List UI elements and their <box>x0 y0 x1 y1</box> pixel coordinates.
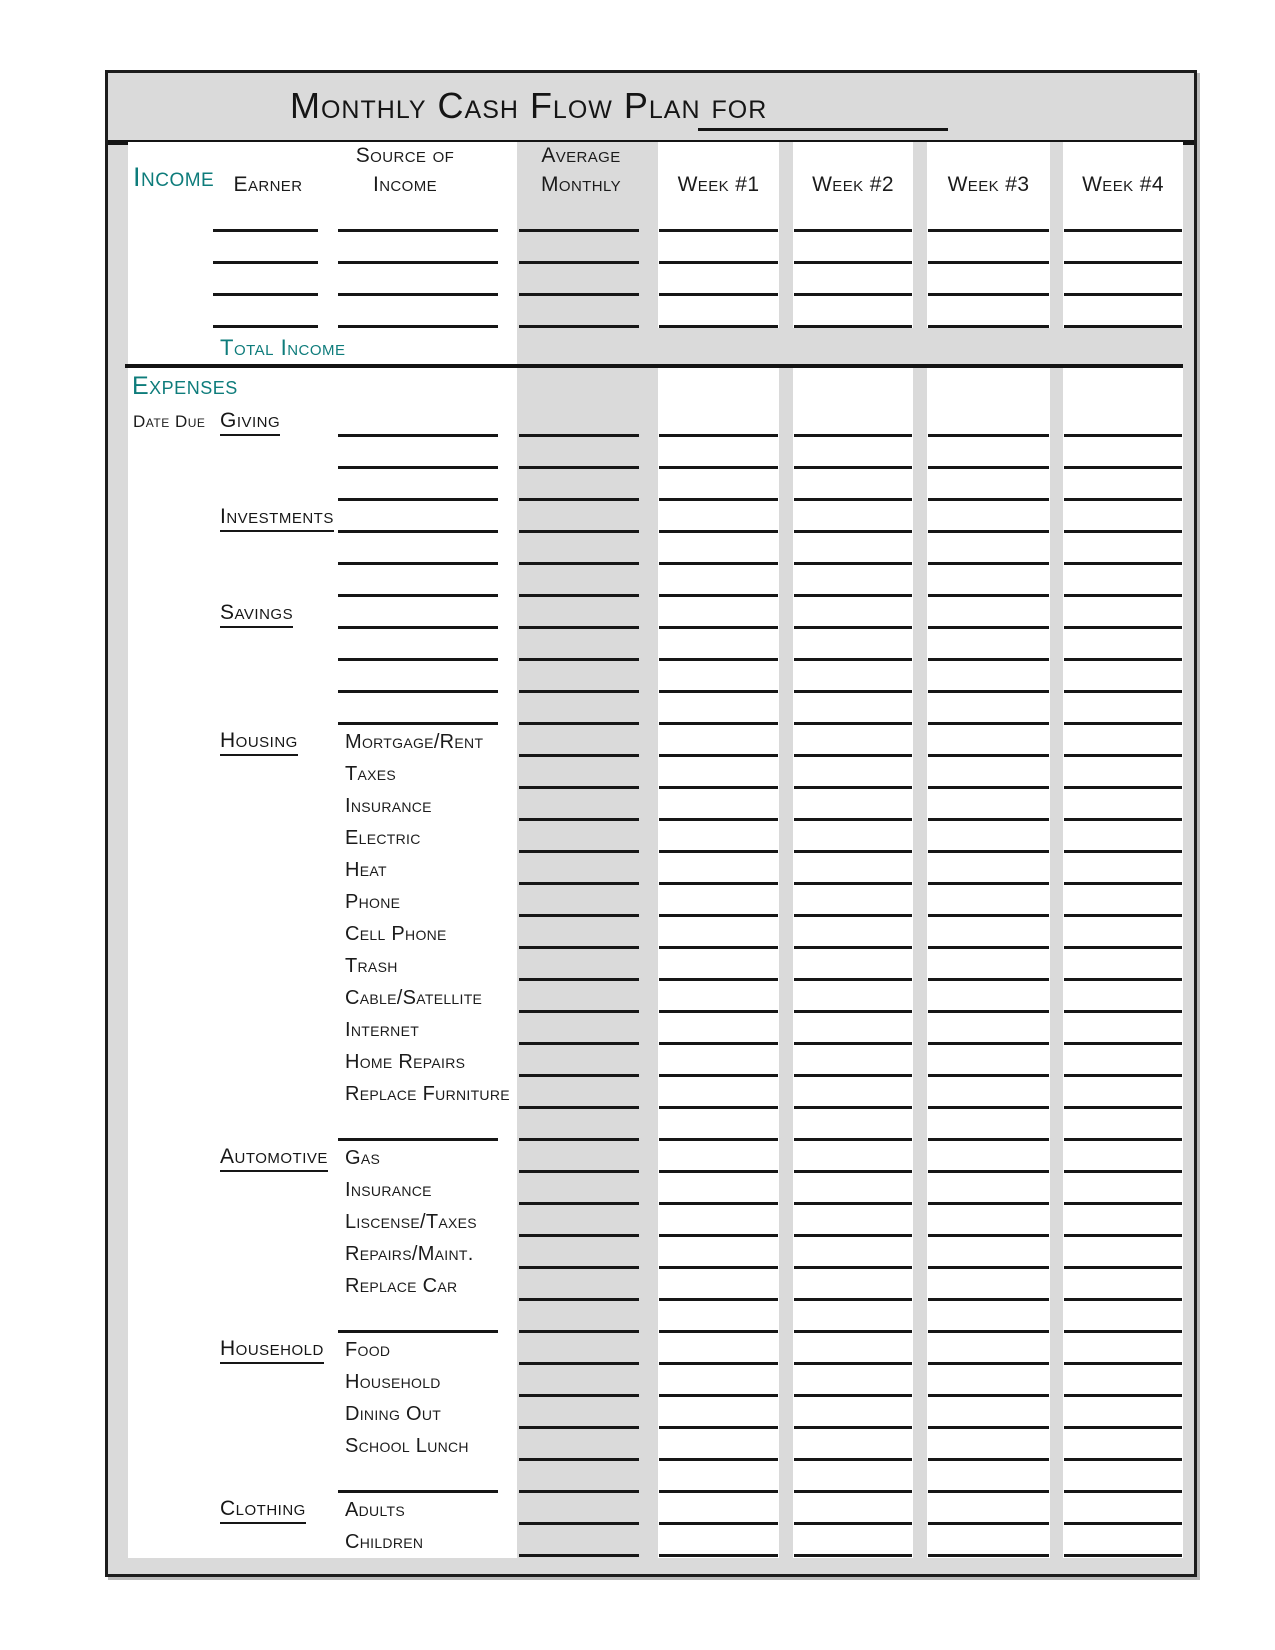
week-3-entry-line <box>928 1074 1049 1077</box>
average-monthly-entry-line <box>519 434 639 437</box>
week-4-entry-line <box>1064 434 1182 437</box>
week-4-entry-line <box>1064 850 1182 853</box>
week-3-entry-line <box>928 1394 1049 1397</box>
source-blank-line <box>338 498 498 501</box>
category-label-housing: Housing <box>220 728 298 756</box>
source-header-line2: Income <box>372 173 438 196</box>
week-2-entry-line <box>794 1394 912 1397</box>
week-1-entry-line <box>659 978 778 981</box>
week-4-entry-line <box>1064 261 1182 264</box>
week-1-entry-line <box>659 914 778 917</box>
week-3-entry-line <box>928 690 1049 693</box>
week-1-entry-line <box>659 229 778 232</box>
week-4-entry-line <box>1064 1074 1182 1077</box>
source-blank-line <box>338 722 498 725</box>
week-1-entry-line <box>659 1074 778 1077</box>
week-3-entry-line <box>928 626 1049 629</box>
week-2-entry-line <box>794 1426 912 1429</box>
item-label-electric: Electric <box>345 827 421 849</box>
week-4-entry-line <box>1064 914 1182 917</box>
source-header-line1: Source of <box>355 144 455 167</box>
week1-column-header: Week #1 <box>677 173 760 196</box>
item-label-cable-satellite: Cable/Satellite <box>345 987 483 1009</box>
average-header-line1: Average <box>541 144 621 167</box>
week-1-entry-line <box>659 1010 778 1013</box>
source-blank-line <box>338 690 498 693</box>
category-label-household: Household <box>220 1336 324 1364</box>
week4-column-header: Week #4 <box>1082 173 1164 196</box>
source-blank-line <box>338 626 498 629</box>
average-monthly-entry-line <box>519 1234 639 1237</box>
week-3-entry-line <box>928 498 1049 501</box>
week-2-entry-line <box>794 1362 912 1365</box>
week-2-entry-line <box>794 1490 912 1493</box>
source-of-income-blank-line <box>338 293 498 296</box>
week-1-entry-line <box>659 562 778 565</box>
week-1-entry-line <box>659 754 778 757</box>
expenses-section-label: Expenses <box>132 372 238 400</box>
week-4-entry-line <box>1064 498 1182 501</box>
average-monthly-entry-line <box>519 786 639 789</box>
total-income-label: Total Income <box>220 335 346 360</box>
week-4-entry-line <box>1064 1522 1182 1525</box>
week-3-entry-line <box>928 261 1049 264</box>
week-4-entry-line <box>1064 658 1182 661</box>
week-1-entry-line <box>659 1554 778 1557</box>
week-1-entry-line <box>659 1170 778 1173</box>
week-3-entry-line <box>928 850 1049 853</box>
source-blank-line <box>338 530 498 533</box>
average-monthly-entry-line <box>519 1010 639 1013</box>
week-1-entry-line <box>659 626 778 629</box>
item-label-internet: Internet <box>345 1019 420 1041</box>
item-label-phone: Phone <box>345 891 401 913</box>
week-1-entry-line <box>659 498 778 501</box>
week-2-entry-line <box>794 530 912 533</box>
week-3-entry-line <box>928 1330 1049 1333</box>
week-3-entry-line <box>928 1202 1049 1205</box>
item-label-adults: Adults <box>345 1499 405 1521</box>
average-monthly-entry-line <box>519 1042 639 1045</box>
week-3-entry-line <box>928 229 1049 232</box>
average-monthly-entry-line <box>519 562 639 565</box>
item-label-trash: Trash <box>345 955 398 977</box>
earner-blank-line <box>213 325 318 328</box>
item-label-household: Household <box>345 1371 441 1393</box>
week-1-entry-line <box>659 786 778 789</box>
week-2-entry-line <box>794 562 912 565</box>
week-2-entry-line <box>794 786 912 789</box>
week-2-entry-line <box>794 658 912 661</box>
week-1-entry-line <box>659 658 778 661</box>
week-2-entry-line <box>794 722 912 725</box>
source-of-income-blank-line <box>338 261 498 264</box>
average-monthly-entry-line <box>519 1426 639 1429</box>
total-income-row-band <box>517 328 1183 364</box>
week-4-entry-line <box>1064 1554 1182 1557</box>
week-2-entry-line <box>794 434 912 437</box>
average-monthly-entry-line <box>519 818 639 821</box>
average-monthly-entry-line <box>519 1266 639 1269</box>
week-4-entry-line <box>1064 1106 1182 1109</box>
week-2-entry-line <box>794 261 912 264</box>
week-1-entry-line <box>659 1490 778 1493</box>
week-3-entry-line <box>928 1234 1049 1237</box>
week-3-entry-line <box>928 594 1049 597</box>
average-monthly-entry-line <box>519 1138 639 1141</box>
week-1-entry-line <box>659 434 778 437</box>
week-4-entry-line <box>1064 1362 1182 1365</box>
week-4-entry-line <box>1064 1426 1182 1429</box>
average-monthly-entry-line <box>519 498 639 501</box>
week-3-entry-line <box>928 1170 1049 1173</box>
average-monthly-entry-line <box>519 882 639 885</box>
week-1-entry-line <box>659 530 778 533</box>
source-blank-line <box>338 434 498 437</box>
week-3-entry-line <box>928 1522 1049 1525</box>
week-1-entry-line <box>659 325 778 328</box>
item-label-dining-out: Dining Out <box>345 1403 442 1425</box>
week-2-entry-line <box>794 850 912 853</box>
week-1-entry-line <box>659 1522 778 1525</box>
week-1-entry-line <box>659 1106 778 1109</box>
item-label-insurance: Insurance <box>345 795 432 817</box>
week-3-entry-line <box>928 658 1049 661</box>
week-1-entry-line <box>659 946 778 949</box>
week-4-entry-line <box>1064 466 1182 469</box>
earner-column-header: Earner <box>233 173 303 196</box>
week-3-entry-line <box>928 1266 1049 1269</box>
week-3-entry-line <box>928 786 1049 789</box>
source-blank-line <box>338 658 498 661</box>
average-monthly-entry-line <box>519 1106 639 1109</box>
average-monthly-entry-line <box>519 690 639 693</box>
week-2-entry-line <box>794 1106 912 1109</box>
source-of-income-column-header <box>330 141 480 199</box>
week-1-entry-line <box>659 818 778 821</box>
week-4-entry-line <box>1064 1266 1182 1269</box>
item-label-cell-phone: Cell Phone <box>345 923 447 945</box>
week-2-entry-line <box>794 1554 912 1557</box>
week-3-entry-line <box>928 1138 1049 1141</box>
week-1-entry-line <box>659 850 778 853</box>
week-4-entry-line <box>1064 1010 1182 1013</box>
average-monthly-entry-line <box>519 1170 639 1173</box>
page-title: Monthly Cash Flow Plan for <box>290 85 768 126</box>
week-3-entry-line <box>928 1490 1049 1493</box>
average-monthly-entry-line <box>519 626 639 629</box>
week-1-entry-line <box>659 1298 778 1301</box>
week-3-entry-line <box>928 1298 1049 1301</box>
source-blank-line <box>338 562 498 565</box>
week-3-entry-line <box>928 754 1049 757</box>
week-3-entry-line <box>928 293 1049 296</box>
week-4-entry-line <box>1064 530 1182 533</box>
week-4-entry-line <box>1064 1202 1182 1205</box>
week-4-entry-line <box>1064 1042 1182 1045</box>
source-blank-line <box>338 466 498 469</box>
week-3-entry-line <box>928 1106 1049 1109</box>
week-1-entry-line <box>659 261 778 264</box>
week-2-entry-line <box>794 626 912 629</box>
week-4-entry-line <box>1064 1170 1182 1173</box>
week-4-entry-line <box>1064 626 1182 629</box>
week2-column-header: Week #2 <box>812 173 894 196</box>
date-due-label: Date Due <box>133 412 206 431</box>
week-2-entry-line <box>794 229 912 232</box>
week-3-entry-line <box>928 818 1049 821</box>
item-label-home-repairs: Home Repairs <box>345 1051 466 1073</box>
week-3-entry-line <box>928 722 1049 725</box>
source-blank-line <box>338 594 498 597</box>
week-4-entry-line <box>1064 978 1182 981</box>
week-4-entry-line <box>1064 293 1182 296</box>
average-monthly-entry-line <box>519 1554 639 1557</box>
week-1-entry-line <box>659 722 778 725</box>
week-1-entry-line <box>659 1138 778 1141</box>
week-3-entry-line <box>928 1426 1049 1429</box>
week-4-entry-line <box>1064 882 1182 885</box>
category-label-investments: Investments <box>220 504 334 532</box>
item-label-mortgage-rent: Mortgage/Rent <box>345 731 484 753</box>
week-2-entry-line <box>794 1202 912 1205</box>
earner-blank-line <box>213 261 318 264</box>
average-monthly-entry-line <box>519 1458 639 1461</box>
week-2-entry-line <box>794 594 912 597</box>
week-3-entry-line <box>928 325 1049 328</box>
week-4-entry-line <box>1064 1490 1182 1493</box>
week-3-entry-line <box>928 1042 1049 1045</box>
source-blank-line <box>338 1330 498 1333</box>
item-label-school-lunch: School Lunch <box>345 1435 469 1457</box>
average-monthly-entry-line <box>519 722 639 725</box>
week-3-entry-line <box>928 1554 1049 1557</box>
week-2-entry-line <box>794 914 912 917</box>
category-label-giving: Giving <box>220 408 280 436</box>
average-monthly-entry-line <box>519 754 639 757</box>
average-monthly-entry-line <box>519 1330 639 1333</box>
average-monthly-entry-line <box>519 914 639 917</box>
week-2-entry-line <box>794 1522 912 1525</box>
week-2-entry-line <box>794 1170 912 1173</box>
week-4-entry-line <box>1064 594 1182 597</box>
week-4-entry-line <box>1064 1234 1182 1237</box>
week-1-entry-line <box>659 1330 778 1333</box>
week-1-entry-line <box>659 466 778 469</box>
average-monthly-entry-line <box>519 293 639 296</box>
week-2-entry-line <box>794 1042 912 1045</box>
source-blank-line <box>338 1138 498 1141</box>
week-2-entry-line <box>794 293 912 296</box>
average-monthly-column-header <box>510 141 652 199</box>
week-1-entry-line <box>659 1202 778 1205</box>
average-monthly-entry-line <box>519 946 639 949</box>
week-1-entry-line <box>659 882 778 885</box>
item-label-gas: Gas <box>345 1147 381 1169</box>
name-blank-line <box>698 128 948 131</box>
average-monthly-entry-line <box>519 1202 639 1205</box>
average-monthly-entry-line <box>519 229 639 232</box>
week-2-entry-line <box>794 1266 912 1269</box>
average-monthly-entry-line <box>519 850 639 853</box>
week-1-entry-line <box>659 293 778 296</box>
week-1-entry-line <box>659 690 778 693</box>
week-3-entry-line <box>928 1458 1049 1461</box>
average-monthly-entry-line <box>519 1074 639 1077</box>
category-label-automotive: Automotive <box>220 1144 328 1172</box>
week-2-entry-line <box>794 1074 912 1077</box>
average-monthly-entry-line <box>519 594 639 597</box>
average-monthly-entry-line <box>519 978 639 981</box>
week-1-entry-line <box>659 1458 778 1461</box>
week-2-entry-line <box>794 1138 912 1141</box>
week-2-entry-line <box>794 754 912 757</box>
item-label-insurance: Insurance <box>345 1179 432 1201</box>
week-1-entry-line <box>659 594 778 597</box>
earner-blank-line <box>213 293 318 296</box>
item-label-liscense-taxes: Liscense/Taxes <box>345 1211 477 1233</box>
week-3-entry-line <box>928 882 1049 885</box>
week-2-entry-line <box>794 466 912 469</box>
week-2-entry-line <box>794 978 912 981</box>
source-of-income-blank-line <box>338 325 498 328</box>
week-2-entry-line <box>794 1458 912 1461</box>
item-label-heat: Heat <box>345 859 387 881</box>
week-4-entry-line <box>1064 818 1182 821</box>
week-3-entry-line <box>928 978 1049 981</box>
week-3-entry-line <box>928 562 1049 565</box>
week3-column-header: Week #3 <box>947 173 1030 196</box>
item-label-taxes: Taxes <box>345 763 397 785</box>
week-2-entry-line <box>794 1298 912 1301</box>
source-blank-line <box>338 1490 498 1493</box>
week-3-entry-line <box>928 1362 1049 1365</box>
average-monthly-entry-line <box>519 1490 639 1493</box>
week-3-entry-line <box>928 434 1049 437</box>
week-1-entry-line <box>659 1426 778 1429</box>
week-2-entry-line <box>794 690 912 693</box>
average-monthly-entry-line <box>519 530 639 533</box>
week-2-entry-line <box>794 498 912 501</box>
week-4-entry-line <box>1064 1394 1182 1397</box>
week-4-entry-line <box>1064 1298 1182 1301</box>
week-4-entry-line <box>1064 946 1182 949</box>
week-3-entry-line <box>928 466 1049 469</box>
week-4-entry-line <box>1064 1138 1182 1141</box>
week-4-entry-line <box>1064 786 1182 789</box>
week-2-entry-line <box>794 1330 912 1333</box>
week-4-entry-line <box>1064 754 1182 757</box>
average-monthly-entry-line <box>519 1298 639 1301</box>
week-1-entry-line <box>659 1234 778 1237</box>
average-monthly-entry-line <box>519 261 639 264</box>
average-monthly-entry-line <box>519 466 639 469</box>
average-monthly-entry-line <box>519 325 639 328</box>
week-2-entry-line <box>794 946 912 949</box>
source-of-income-blank-line <box>338 229 498 232</box>
week-3-entry-line <box>928 946 1049 949</box>
week-1-entry-line <box>659 1266 778 1269</box>
week-4-entry-line <box>1064 722 1182 725</box>
week-4-entry-line <box>1064 562 1182 565</box>
item-label-food: Food <box>345 1339 391 1361</box>
item-label-repairs-maint: Repairs/Maint. <box>345 1243 474 1265</box>
week-2-entry-line <box>794 1234 912 1237</box>
week-4-entry-line <box>1064 1330 1182 1333</box>
week-2-entry-line <box>794 882 912 885</box>
week-3-entry-line <box>928 914 1049 917</box>
week-4-entry-line <box>1064 1458 1182 1461</box>
average-monthly-entry-line <box>519 1394 639 1397</box>
expenses-separator-line <box>125 364 1183 368</box>
average-header-line2: Monthly <box>540 173 622 196</box>
category-label-clothing: Clothing <box>220 1496 306 1524</box>
week-3-entry-line <box>928 530 1049 533</box>
week-2-entry-line <box>794 325 912 328</box>
average-monthly-entry-line <box>519 1522 639 1525</box>
average-monthly-entry-line <box>519 1362 639 1365</box>
week-4-entry-line <box>1064 229 1182 232</box>
week-4-entry-line <box>1064 325 1182 328</box>
week-1-entry-line <box>659 1362 778 1365</box>
week-2-entry-line <box>794 1010 912 1013</box>
item-label-replace-car: Replace Car <box>345 1275 458 1297</box>
income-section-label: Income <box>133 162 215 192</box>
week-4-entry-line <box>1064 690 1182 693</box>
earner-blank-line <box>213 229 318 232</box>
week-1-entry-line <box>659 1042 778 1045</box>
average-monthly-entry-line <box>519 658 639 661</box>
week-1-entry-line <box>659 1394 778 1397</box>
item-label-replace-furniture: Replace Furniture <box>345 1083 510 1105</box>
week-3-entry-line <box>928 1010 1049 1013</box>
category-label-savings: Savings <box>220 600 293 628</box>
item-label-children: Children <box>345 1531 424 1553</box>
week-2-entry-line <box>794 818 912 821</box>
